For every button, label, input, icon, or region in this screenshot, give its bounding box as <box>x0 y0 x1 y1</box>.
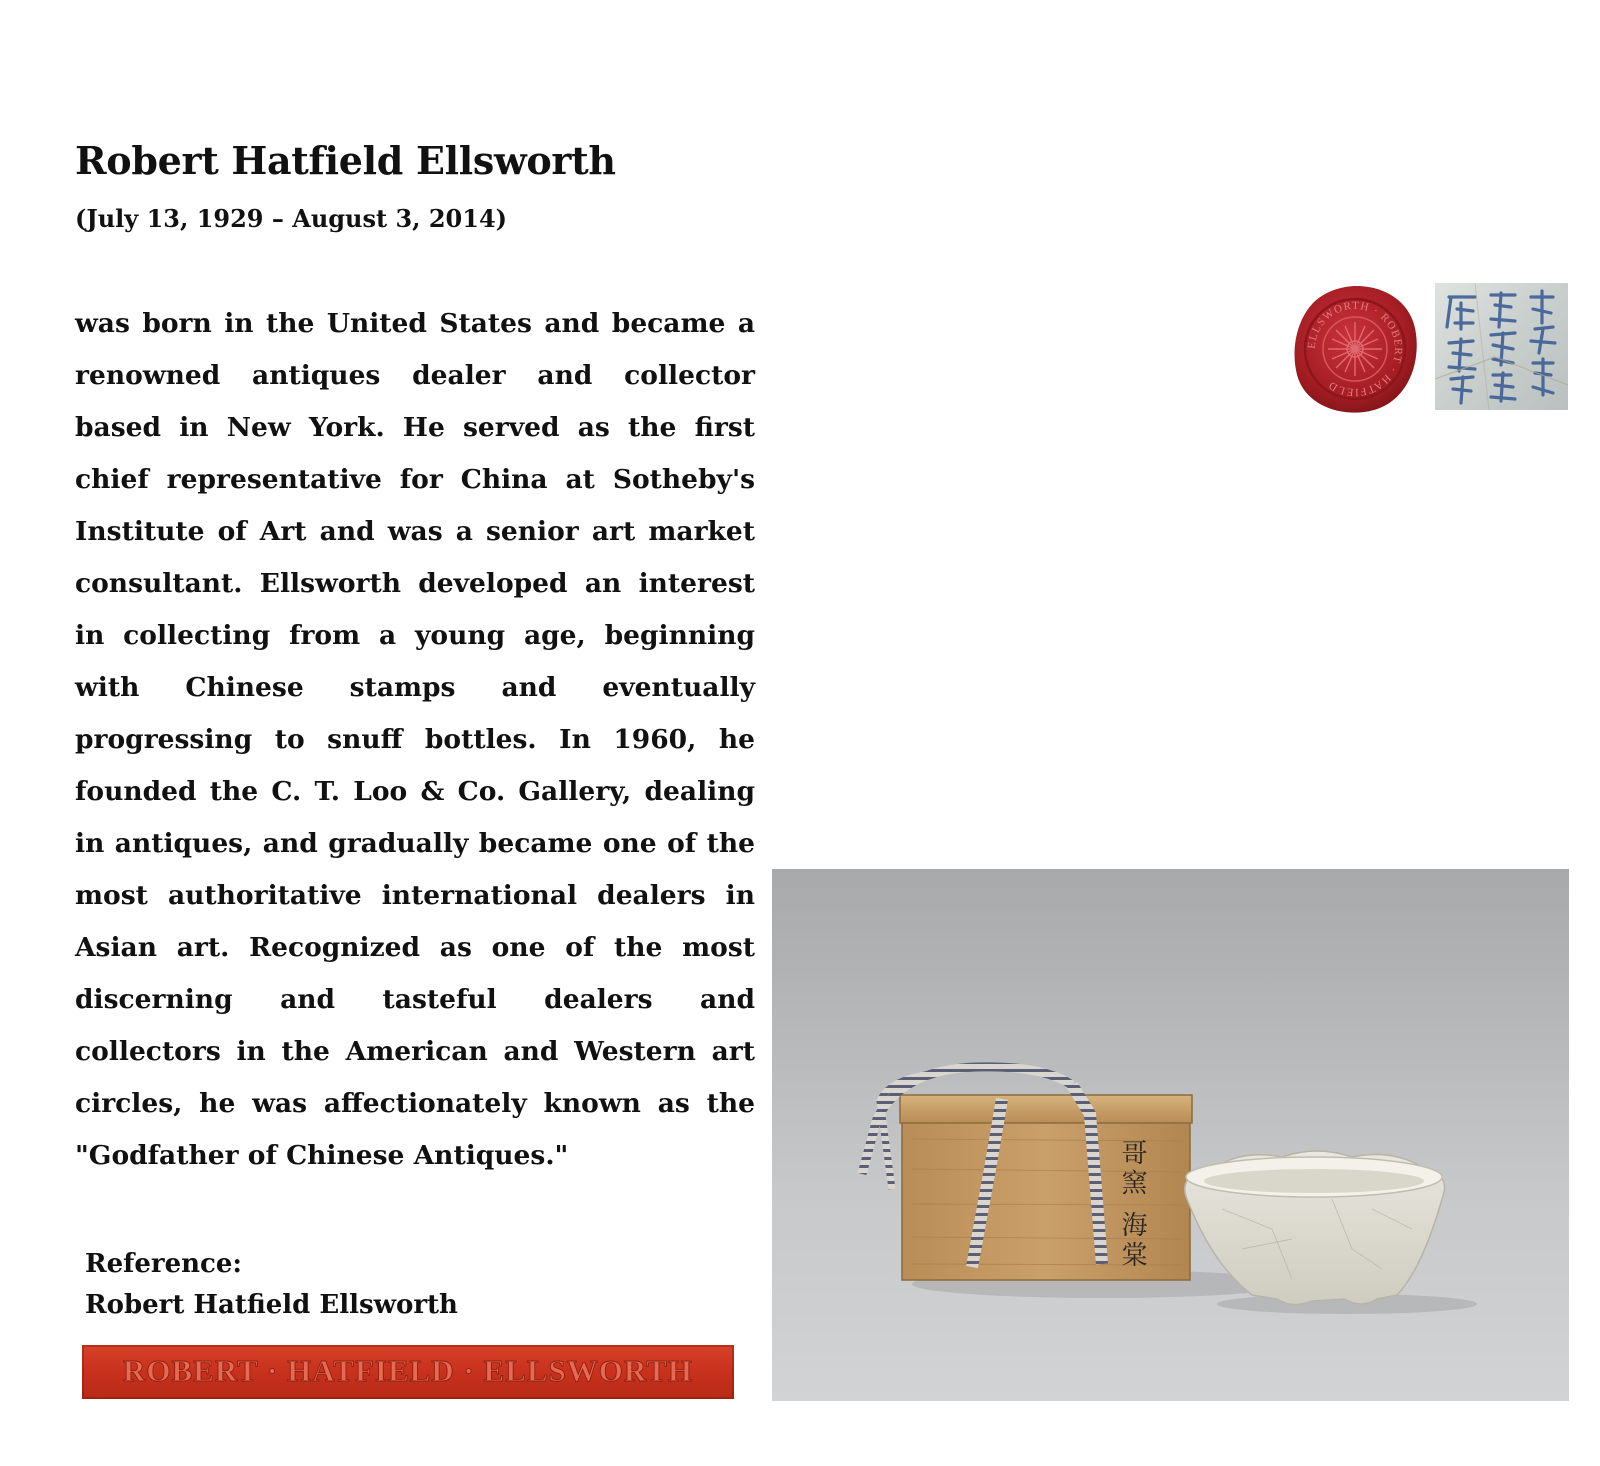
box-inscription: 哥窯 海棠 <box>1117 1139 1147 1272</box>
wax-seal <box>1290 282 1420 417</box>
reference-block <box>85 1244 458 1326</box>
stamp-bar-text: ROBERT · HATFIELD · ELLSWORTH <box>122 1353 694 1388</box>
reference-label: Reference: <box>85 1249 242 1279</box>
product-photo <box>772 869 1569 1401</box>
collector-stamp-bar <box>82 1345 734 1399</box>
porcelain-reign-mark <box>1435 283 1568 410</box>
biography-text: was born in the United States and became a renowned antiques dealer and collector based in New York. He served as the first chief representative for China at Sotheby's Institute of Art and was a senior art market consultant. Ellsworth developed an interest in collecting from a young age, beginning with Chinese stamps and eventually progressing to snuff bottles. In 1960, he founded the C. T. Loo & Co. Gallery, dealing in antiques, and gradually became one of the most authoritative international dealers in Asian art. Recognized as one of the most discerning and tasteful dealers and collectors in the American and Western art circles, he was affectionately known as the "Godfather of Chinese Antiques." <box>75 308 755 1171</box>
reference-value: Robert Hatfield Ellsworth <box>85 1290 458 1320</box>
wax-seal-text: ELLSWORTH · ROBERT · HATFIELD <box>1305 299 1405 399</box>
stamp-bar-lettering <box>88 1350 728 1394</box>
page-title: Robert Hatfield Ellsworth <box>75 138 616 183</box>
life-dates: (July 13, 1929 – August 3, 2014) <box>75 204 508 233</box>
